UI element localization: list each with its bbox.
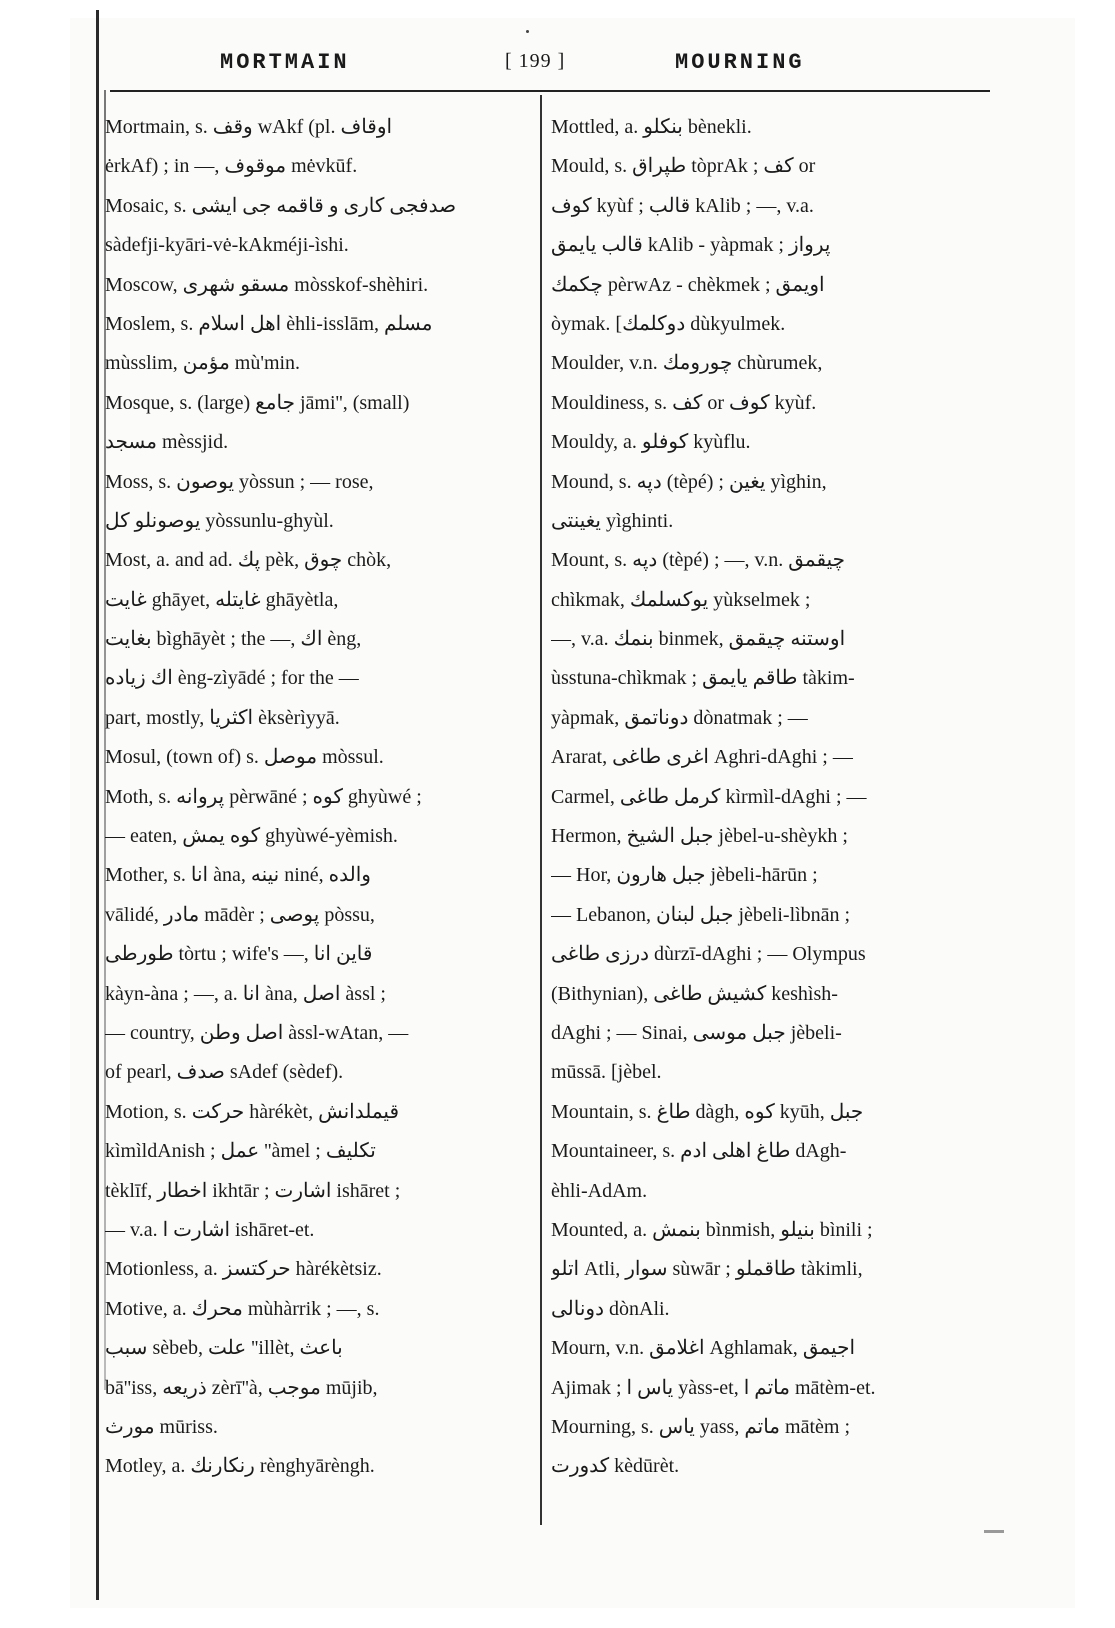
right-column [551, 108, 961, 1487]
entry-line: غايت ghāyet, غايتله ghāyètla, [105, 588, 339, 611]
entry-line: Motley, a. رنكارنك rènghyārèngh. [105, 1455, 375, 1478]
entry-line: yàpmak, دوناتمق dònatmak ; — [551, 706, 808, 729]
entry-line: tèklīf, اخطار ikhtār ; اشارت ishāret ; [105, 1179, 401, 1202]
entry-line: (Bithynian), كشيش طاغى keshìsh- [551, 982, 838, 1005]
entry-line: — v.a. اشارت ا ishāret-et. [105, 1218, 315, 1241]
entry-line: طورطى tòrtu ; wife's —, قاين انا [105, 943, 373, 966]
entry-line: — Lebanon, جبل لبنان jèbeli-lìbnān ; [551, 903, 851, 926]
binding-edge [96, 10, 99, 1600]
entry-line: Mouldiness, s. كف or كوف kyùf. [551, 391, 817, 414]
entry-line: chìkmak, يوكسلمك yùkselmek ; [551, 588, 811, 611]
entry-line: Mortmain, s. وقف wAkf (pl. اوقاف [105, 116, 393, 138]
entry-line: Motion, s. حركت hàrékèt, قيملدانش [105, 1100, 400, 1123]
entry-line: Motionless, a. حركتسز hàrékètsiz. [105, 1258, 382, 1281]
entry-line: Mosul, (town of) s. موصل mòssul. [105, 746, 384, 769]
entry-line: يغينتى yìghinti. [551, 509, 674, 532]
header-rule [110, 90, 990, 92]
entry-line: Mountaineer, s. طاغ اهلى ادم dAgh- [551, 1140, 847, 1163]
page-speck [526, 30, 529, 33]
entry-line: يوصونلو كل yòssunlu-ghyùl. [105, 509, 334, 532]
entry-line: Moulder, v.n. چورومك chùrumek, [551, 352, 823, 375]
page-number: [ 199 ] [505, 50, 566, 72]
entry-line: اك زياده èng-zìyādé ; for the — [105, 667, 359, 690]
entry-line: قالب يايمق kAlib - yàpmak ; پرواز [551, 234, 831, 257]
entry-line: vālidé, مادر mādèr ; پوصى pòssu, [105, 903, 375, 926]
entry-line: Carmel, كرمل طاغى kìrmìl-dAghi ; — [551, 785, 867, 808]
entry-line: Ararat, اغرى طاغى Aghri-dAghi ; — [551, 746, 853, 769]
entry-line: —, v.a. بنمك binmek, اوستنه چيقمق [551, 628, 846, 651]
entry-line: مورث mūriss. [105, 1415, 218, 1438]
entry-line: Mourn, v.n. اغلامق Aghlamak, اجيمق [551, 1337, 856, 1360]
entry-line: — country, اصل وطن àssl-wAtan, — [105, 1021, 409, 1044]
entry-line: اتلو Atli, سوار sùwār ; طاقملو tàkimli, [551, 1258, 863, 1281]
entry-line: Mountain, s. طاغ dàgh, كوه kyūh, جبل [551, 1100, 864, 1123]
entry-line: Mould, s. طپراق tòprAk ; كف or [551, 155, 816, 178]
running-header [105, 50, 985, 84]
header-last-word: MOURNING [675, 50, 805, 75]
entry-line: مسجد mèssjid. [105, 431, 229, 454]
entry-line: — Hor, جبل هارون jèbeli-hārūn ; [551, 864, 818, 887]
entry-line: Ajimak ; ياس ا yàss-et, ماتم ا mātèm-et. [551, 1376, 876, 1399]
entry-line: Moth, s. پروانه pèrwāné ; كوه ghyùwé ; [105, 785, 422, 808]
entry-line: bā''iss, ذريعه zèrī''à, موجب mūjib, [105, 1376, 378, 1399]
entry-line: mùsslim, مؤمن mù'min. [105, 352, 301, 375]
entry-line: Mount, s. دپه (tèpé) ; —, v.n. چيقمق [551, 549, 845, 572]
entry-line: Mourning, s. ياس yass, ماتم mātèm ; [551, 1415, 850, 1438]
entry-line: ėrkAf) ; in —, موقوف mėvkūf. [105, 155, 358, 178]
entry-line: سبب sèbeb, علت ''illèt, باعث [105, 1337, 343, 1360]
entry-line: sàdefji-kyāri-vė-kAkméji-ìshi. [105, 234, 349, 257]
entry-line: — eaten, كوه يمش ghyùwé-yèmish. [105, 825, 398, 848]
entry-line: ùsstuna-chìkmak ; طاقم يايمق tàkim- [551, 667, 855, 690]
entry-line: kìmìldAnish ; عمل ''àmel ; تكليف [105, 1140, 376, 1163]
entry-line: درزى طاغى dùrzī-dAghi ; — Olympus [551, 943, 866, 966]
column-divider [540, 95, 542, 1525]
entry-line: òymak. [دوكلمك dùkyulmek. [551, 312, 786, 335]
entry-line: چكمك pèrwAz - chèkmek ; اويمق [551, 273, 825, 296]
entry-line: dAghi ; — Sinai, جبل موسى jèbeli- [551, 1021, 842, 1044]
entry-line: Motive, a. محرك mùhàrrik ; —, s. [105, 1297, 380, 1320]
entry-line: Mound, s. دپه (tèpé) ; يغين yìghin, [551, 470, 827, 493]
entry-line: دونالى dònAli. [551, 1297, 670, 1320]
left-column [105, 108, 525, 1487]
entry-line: Moscow, مسقو شهرى mòsskof-shèhiri. [105, 273, 429, 296]
entry-line: Most, a. and ad. پك pèk, چوق chòk, [105, 549, 392, 572]
header-first-word: MORTMAIN [220, 50, 350, 75]
entry-line: mūssā. [jèbel. [551, 1061, 662, 1084]
entry-line: بغايت bìghāyèt ; the —, اك èng, [105, 628, 362, 651]
entry-line: Mother, s. انا àna, نينه niné, والده [105, 864, 371, 887]
entry-line: èhli-AdAm. [551, 1179, 648, 1202]
entry-line: kàyn-àna ; —, a. انا àna, اصل àssl ; [105, 982, 386, 1005]
entry-line: Mottled, a. بنكلو bènekli. [551, 116, 752, 138]
entry-line: Mosque, s. (large) جامع jāmi'', (small) [105, 391, 410, 414]
entry-line: Mouldy, a. كوفلو kyùflu. [551, 431, 751, 454]
entry-line: of pearl, صدف sAdef (sèdef). [105, 1061, 344, 1084]
entry-line: كوف kyùf ; قالب kAlib ; —, v.a. [551, 194, 814, 217]
entry-line: Moss, s. يوصون yòssun ; — rose, [105, 470, 374, 493]
entry-line: Moslem, s. اهل اسلام èhli-isslām, مسلم [105, 312, 433, 335]
entry-line: Mosaic, s. صدفجى كارى و قاقمه جى ايشى [105, 194, 457, 217]
entry-line: Hermon, جبل الشيخ jèbel-u-shèykh ; [551, 825, 848, 848]
entry-line: part, mostly, اكثريا èksèrìyyā. [105, 706, 340, 729]
entry-line: Mounted, a. بنمش bìnmish, بنيلو bìnili ; [551, 1218, 873, 1241]
page-mark [984, 1530, 1004, 1533]
entry-line: كدورت kèdūrèt. [551, 1455, 680, 1478]
